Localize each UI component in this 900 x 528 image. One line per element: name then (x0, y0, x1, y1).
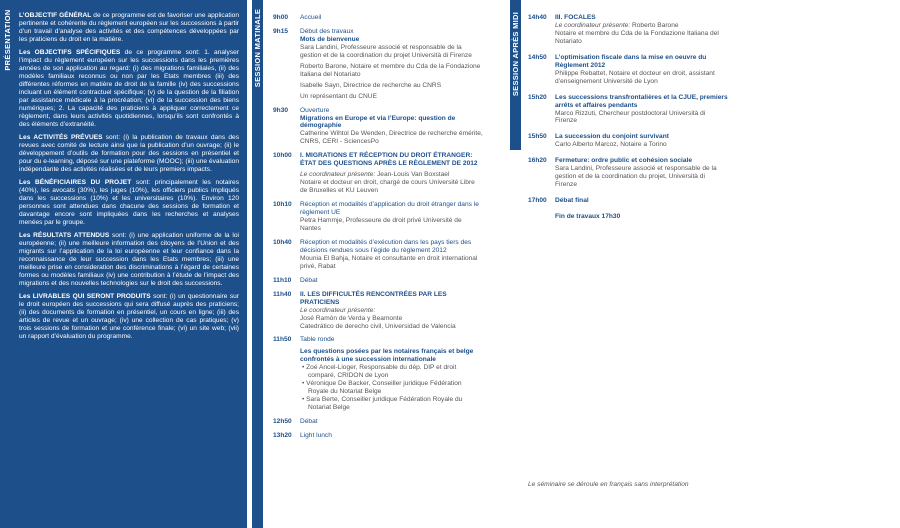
afternoon-schedule (528, 14, 728, 221)
schedule-item: 10h10 Réception et modalités d’application du droit étranger dans le règlement UE Petra Hammje, Professeure de droit privé Université de Nantes (273, 201, 479, 232)
schedule-item: 11h40 II. LES DIFFICULTÉS RENCONTRÉES PAR LES PRATICIENS Le coordinateur présente: José Ramón de Verda y Beamonte Catedrático de derecho civil, Universidad de Valencia (273, 290, 456, 330)
schedule-item: 11h10 Débat (273, 276, 318, 284)
schedule-item: 14h50 L’optimisation fiscale dans la mise en oeuvre du Règlement 2012 Philippe Rebattet, Notaire et docteur en droit, assistant d’enseignement Université de Lyon (528, 53, 715, 85)
session-apres-midi-bar (510, 0, 521, 150)
schedule-item: 13h20 Light lunch (273, 431, 332, 439)
paragraph-livrables: Les LIVRABLES QUI SERONT PRODUITS sont: (i) un questionnaire sur le droit européen des successions qui sera diffusé auprès des praticiens; (ii) des documents de formation en présentiel, un cours en ligne; (iii) des articles de revue et un ouvrage; (iv) une collection de cas pratiques; (v) trois sessions de formation et une conférence finale; (vi) un site web; (vii) un rapport d’évaluation du programme. (19, 293, 239, 340)
schedule-item: 9h15 Début des travaux Mots de bienvenue Sara Landini, Professeure associé et responsable de la gestion et de la coordination du projet Università di Firenze Roberto Barone, Notaire et membre du Cda de la Fondazione Italiana del Notariato Isabelle Sayn, Directrice de recherche au CNRS Un représentant du CNUE (273, 27, 481, 100)
schedule-item: 15h50 La succession du conjoint survivant Carlo Alberto Marcoz, Notaire a Torino (528, 133, 669, 149)
schedule-item: 10h00 I. MIGRATIONS ET RÉCEPTION DU DROIT ÉTRANGER: ÉTAT DES QUESTIONS APRÈS LE RÈGLEMENT DE 2012 Le coordinateur présente: Jean-Louis Van Boxstael Notaire et docteur en droit, chargé de cours Université Libre de Bruxelles et KU Leuven (273, 152, 478, 195)
presentation-text (19, 12, 239, 346)
schedule-item: 12h50 Débat (273, 418, 318, 426)
schedule-item: 16h20 Fermeture: ordre public et cohésion sociale Sara Landini, Professeure associé et responsable de la gestion et de la coordination du projet, Università di Firenze (528, 157, 717, 189)
schedule-item: 11h50 Table ronde Les questions posées par les notaires français et belge confrontés à une succession internationale • Zoé Ancel-Lioger, Responsable du dép. DIP et droit comparé, CRIDON de Lyon • Véronique De Backer, Conseiller juridique Fédération Royale du Notariat Belge • Sara Berte, Conseiller juridique Fédération Royale du Notariat Belge (273, 336, 474, 412)
schedule-item: 15h20 Les successions transfrontalières et la CJUE, premiers arrêts et affaires pendants Marco Rizzuti, Chercheur postdoctoral Università di Firenze (528, 93, 728, 125)
tab-session-matinale: SESSION MATINALE (252, 0, 263, 96)
tab-session-apres-midi: SESSION APRÈS MIDI (510, 0, 521, 108)
paragraph-objectif-general: L’OBJECTIF GÉNÉRAL de ce programme est de favoriser une application pertinente et cohérente du règlement européen sur les successions à partir d’un travail d’analyse des activités et des compétences développées par les praticiens du droit en la matière. (19, 12, 240, 43)
morning-schedule (273, 14, 483, 440)
schedule-item: 14h40 III. FOCALES Le coordinateur présente: Roberto Barone Notaire et membre du Cda de la Fondazione Italiana del Notariato (528, 14, 719, 45)
paragraph-resultats: Les RÉSULTATS ATTENDUS sont: (i) une application uniforme de la loi européenne; (ii) une meilleure information des citoyens de l’Union et des migrants sur l’application de la loi européenne et leur confiance dans la reconnaissance de leur succession dans les Etats membres; (iii) une meilleure prise en consideration des discriminations à l’égard de certaines formes ou modèles familiaux (iv) une contribution à l’étude de l’impact des migrations et des nouvelles technologies sur le droit des successions. (19, 232, 239, 287)
paragraph-beneficiaires: Les BÉNÉFICIAIRES DU PROJET sont: principalement les notaires (40%), les avocats (30%), les juges (10%), les officiers publics impliqués dans les successions (10%) et les universitaires (10%). Environ 120 personnes sont attendues dans chacune des sessions de formation et davantage encore sont impliquées dans les recherches et analyses menées par le groupe. (19, 179, 239, 226)
schedule-item: 17h00 Débat final (528, 197, 589, 205)
schedule-item: Fin de travaux 17h30 (555, 213, 621, 221)
schedule-item: 9h00 Accueil (273, 14, 322, 21)
session-matinale-bar (252, 0, 263, 528)
schedule-item: 10h40 Réception et modalités d’exécution dans les pays tiers des décisions rendues sous l’égide du règlement 2012 Mounia El Bahja, Notaire et consultante en droit international privé, Rabat (273, 238, 478, 270)
tab-presentation: PRÉSENTATION (2, 2, 14, 78)
paragraph-objectifs-specifiques: Les OBJECTIFS SPÉCIFIQUES de ce programme sont: 1. analyser l’impact du règlement européen sur les successions dans les premières années de son application au regard: (i) des migrations familiales, (ii) des modèles familiaux reconnus ou non par les Etats membres (iii) des différentes réformes en matière de droit de la famille (iv) des successions incluant un élément contractuel spécifique; (v) de la question de la filiation par assistance médicale à la procréation; (vi) de la succession des biens numériques; 2. La capacité des praticiens à appliquer correctement ce règlement, dans leurs activités quotidiennes, lorsqu’ils sont confrontés à des éléments d’extranéité. (19, 49, 239, 128)
language-note: Le séminaire se déroule en français sans interprétation (528, 481, 689, 488)
schedule-item: 9h30 Ouverture Migrations en Europe et via l’Europe: question de démographie Catherine Wihtol De Wenden, Directrice de recherche émérite, CNRS, CERI - SciencesPo (273, 106, 483, 146)
presentation-panel (0, 0, 247, 528)
paragraph-activites: Les ACTIVITÉS PRÉVUES sont: (i) la publication de travaux dans des revues avec comité de lecture ainsi que la publication d’un ouvrage; (ii) le développement d’outils de formation pour des sessions en présentiel et pour du e-learning, déposé sur une plateforme (MOOC); (iii) une évaluation indépendante des activités réalisées et de leurs premiers impacts. (19, 134, 239, 173)
